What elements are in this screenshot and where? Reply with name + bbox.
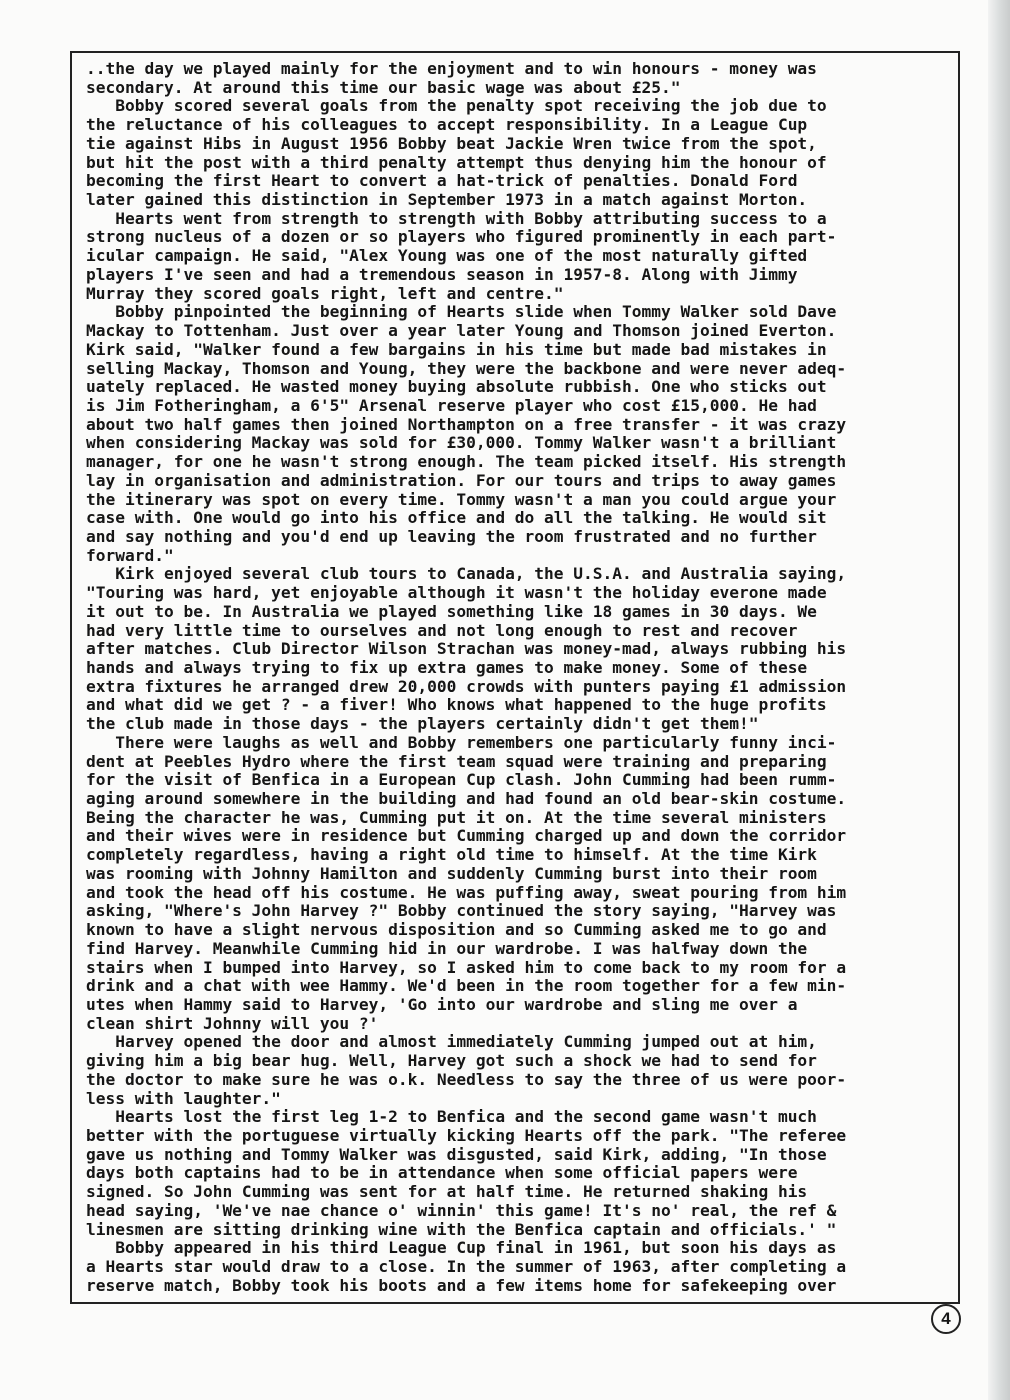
text-line: the club made in those days - the players certainly didn't get them!" [86,714,759,734]
text-line: manager, for one he wasn't strong enough. The team picked itself. His strength [86,452,847,472]
text-line: when considering Mackay was sold for £30,000. Tommy Walker wasn't a brilliant [86,433,837,453]
text-line: about two half games then joined Northampton on a free transfer - it was crazy [86,414,847,434]
text-line: Hearts went from strength to strength with Bobby attributing success to a [86,208,827,228]
text-line: after matches. Club Director Wilson Strachan was money-mad, always rubbing his [86,639,847,659]
text-line: There were laughs as well and Bobby remembers one particularly funny inci- [86,732,837,752]
page-edge-shadow [988,0,1010,1400]
text-line: had very little time to ourselves and not long enough to rest and recover [86,620,798,640]
text-line: less with laughter." [86,1088,281,1108]
text-line: Kirk enjoyed several club tours to Canada, the U.S.A. and Australia saying, [86,564,847,584]
text-line: linesmen are sitting drinking wine with the Benfica captain and officials.' " [86,1219,837,1239]
text-line: and say nothing and you'd end up leaving the room frustrated and no further [86,526,817,546]
text-line: and took the head off his costume. He was puffing away, sweat pouring from him [86,882,847,902]
text-line: secondary. At around this time our basic wage was about £25." [86,77,681,97]
text-line: drink and a chat with wee Hammy. We'd been in the room together for a few min- [86,976,847,996]
text-line: the itinerary was spot on every time. Tommy wasn't a man you could argue your [86,489,837,509]
text-line: the reluctance of his colleagues to accept responsibility. In a League Cup [86,115,808,135]
text-line: players I've seen and had a tremendous season in 1957-8. Along with Jimmy [86,264,798,284]
text-line: known to have a slight nervous disposition and so Cumming asked me to go and [86,920,827,940]
text-line: Being the character he was, Cumming put it on. At the time several ministers [86,807,827,827]
text-line: Kirk said, "Walker found a few bargains in his time but made bad mistakes in [86,339,827,359]
text-line: forward." [86,545,174,565]
text-line: tie against Hibs in August 1956 Bobby beat Jackie Wren twice from the spot, [86,133,817,153]
text-line: and what did we get ? - a fiver! Who knows what happened to the huge profits [86,695,827,715]
text-line: extra fixtures he arranged drew 20,000 crowds with punters paying £1 admission [86,676,847,696]
text-line: becoming the first Heart to convert a hat-trick of penalties. Donald Ford [86,171,798,191]
text-line: aging around somewhere in the building and had found an old bear-skin costume. [86,789,847,809]
article-text [86,60,958,1295]
text-line: ..the day we played mainly for the enjoyment and to win honours - money was [86,59,817,78]
text-line: case with. One would go into his office and do all the talking. He would sit [86,508,827,528]
text-line: find Harvey. Meanwhile Cumming hid in our wardrobe. I was halfway down the [86,938,808,958]
text-line: Mackay to Tottenham. Just over a year later Young and Thomson joined Everton. [86,321,837,341]
page-number: 4 [931,1304,961,1334]
text-line: lay in organisation and administration. For our tours and trips to away games [86,470,837,490]
text-line: uately replaced. He wasted money buying absolute rubbish. One who sticks out [86,377,827,397]
text-line: clean shirt Johnny will you ?' [86,1013,379,1033]
text-line: Bobby scored several goals from the penalty spot receiving the job due to [86,96,827,116]
text-line: and their wives were in residence but Cumming charged up and down the corridor [86,826,847,846]
text-line: reserve match, Bobby took his boots and a few items home for safekeeping over [86,1275,837,1295]
text-line: selling Mackay, Thomson and Young, they were the backbone and were never adeq- [86,358,847,378]
text-line: signed. So John Cumming was sent for at half time. He returned shaking his [86,1182,808,1202]
text-line: dent at Peebles Hydro where the first team squad were training and preparing [86,751,827,771]
text-line: it out to be. In Australia we played something like 18 games in 30 days. We [86,601,817,621]
text-line: giving him a big bear hug. Well, Harvey got such a shock we had to send for [86,1051,817,1071]
text-line: for the visit of Benfica in a European Cup clash. John Cumming had been rumm- [86,770,837,790]
text-line: but hit the post with a third penalty attempt thus denying him the honour of [86,152,827,172]
text-line: Murray they scored goals right, left and centre." [86,283,564,303]
text-line: strong nucleus of a dozen or so players who figured prominently in each part- [86,227,837,247]
text-line: completely regardless, having a right old time to himself. At the time Kirk [86,845,817,865]
text-line: better with the portuguese virtually kicking Hearts off the park. "The referee [86,1125,847,1145]
text-line: stairs when I bumped into Harvey, so I asked him to come back to my room for a [86,957,847,977]
text-line: utes when Hammy said to Harvey, 'Go into our wardrobe and sling me over a [86,994,798,1014]
text-line: "Touring was hard, yet enjoyable although it wasn't the holiday everone made [86,583,827,603]
text-line: Bobby appeared in his third League Cup final in 1961, but soon his days as [86,1238,837,1258]
text-line: Harvey opened the door and almost immediately Cumming jumped out at him, [86,1032,817,1052]
text-line: head saying, 'We've nae chance o' winnin' this game! It's no' real, the ref & [86,1200,837,1220]
text-line: icular campaign. He said, "Alex Young was one of the most naturally gifted [86,246,808,266]
text-line: hands and always trying to fix up extra games to make money. Some of these [86,658,808,677]
text-line: asking, "Where's John Harvey ?" Bobby continued the story saying, "Harvey was [86,901,837,921]
text-line: was rooming with Johnny Hamilton and suddenly Cumming burst into their room [86,863,817,883]
text-line: days both captains had to be in attendance when some official papers were [86,1163,798,1183]
text-line: gave us nothing and Tommy Walker was disgusted, said Kirk, adding, "In those [86,1144,827,1164]
text-line: the doctor to make sure he was o.k. Needless to say the three of us were poor- [86,1069,847,1089]
text-line: Bobby pinpointed the beginning of Hearts slide when Tommy Walker sold Dave [86,302,837,322]
text-line: a Hearts star would draw to a close. In the summer of 1963, after completing a [86,1257,847,1276]
text-line: later gained this distinction in September 1973 in a match against Morton. [86,190,808,210]
text-line: is Jim Fotheringham, a 6'5" Arsenal reserve player who cost £15,000. He had [86,395,817,415]
text-line: Hearts lost the first leg 1-2 to Benfica and the second game wasn't much [86,1107,817,1127]
